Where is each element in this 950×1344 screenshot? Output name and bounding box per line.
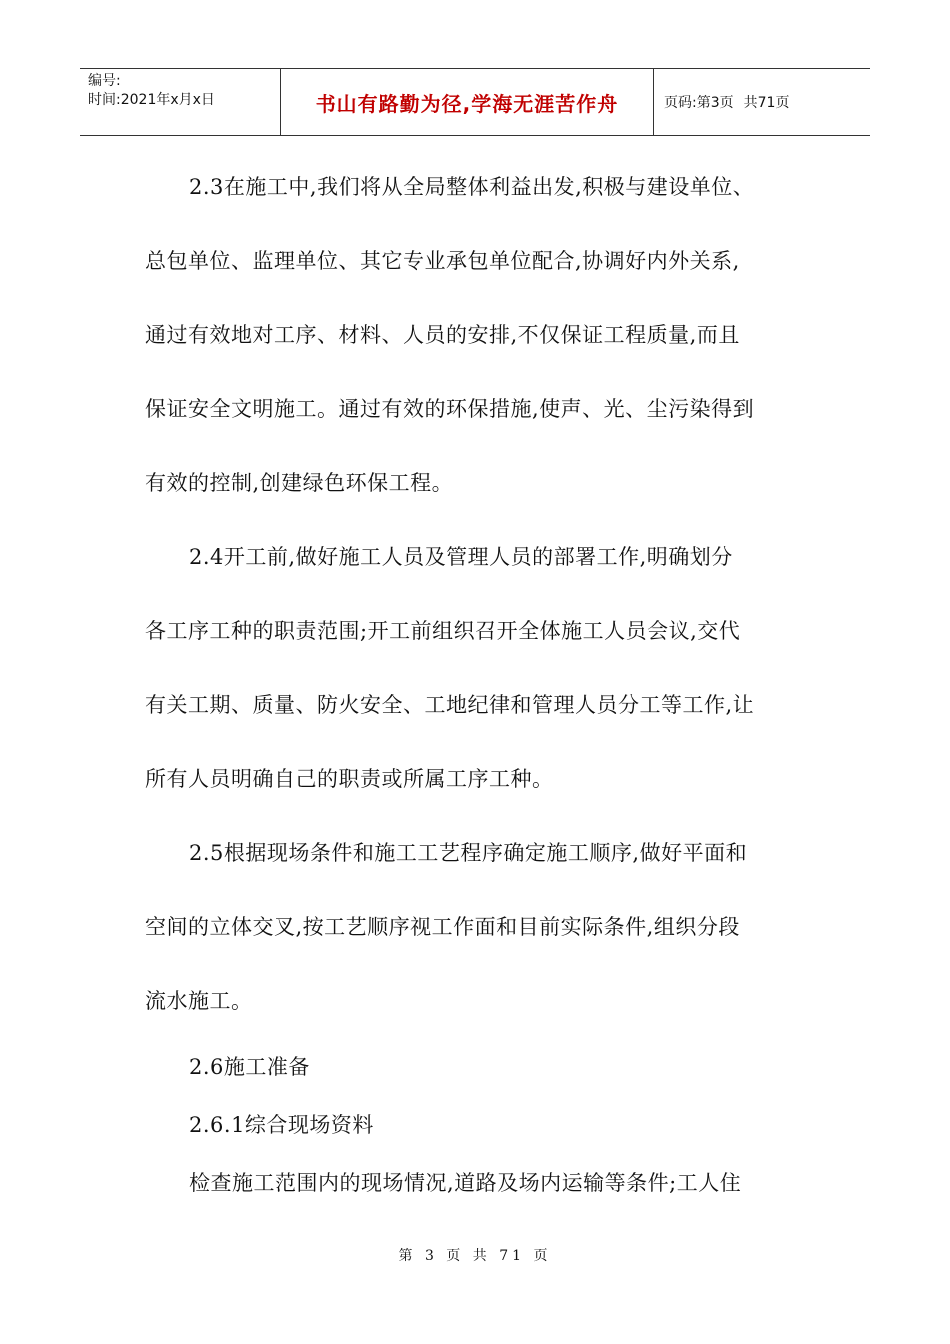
section-heading: 2.6施工准备 (189, 1055, 310, 1079)
number-label: 编号: (88, 73, 121, 89)
body-line: 检查施工范围内的现场情况,道路及场内运输等条件;工人住 (189, 1171, 742, 1195)
time-label: 时间:2021年x月x日 (88, 92, 215, 108)
body-line: 所有人员明确自己的职责或所属工序工种。 (145, 767, 554, 791)
header-motto-cell (280, 69, 654, 135)
body-line: 空间的立体交叉,按工艺顺序视工作面和目前实际条件,组织分段 (145, 915, 740, 939)
page-header (80, 68, 870, 136)
header-motto: 书山有路勤为径,学海无涯苦作舟 (315, 91, 619, 116)
page-footer: 第 3 页 共 71 页 (398, 1248, 552, 1264)
body-line: 2.5根据现场条件和施工工艺程序确定施工顺序,做好平面和 (189, 841, 748, 865)
body-line: 通过有效地对工序、材料、人员的安排,不仅保证工程质量,而且 (145, 323, 740, 347)
body-line: 2.4开工前,做好施工人员及管理人员的部署工作,明确划分 (189, 545, 733, 569)
body-line: 有关工期、质量、防火安全、工地纪律和管理人员分工等工作,让 (145, 693, 755, 717)
body-line: 总包单位、监理单位、其它专业承包单位配合,协调好内外关系, (145, 249, 740, 273)
body-line: 2.3在施工中,我们将从全局整体利益出发,积极与建设单位、 (189, 175, 755, 199)
body-line: 流水施工。 (145, 989, 253, 1013)
header-page-info (654, 69, 870, 135)
page-info-total: 共71页 (743, 95, 790, 111)
body-line: 有效的控制,创建绿色环保工程。 (145, 471, 454, 495)
header-meta (80, 69, 280, 135)
document-body (145, 150, 825, 1212)
body-line: 各工序工种的职责范围;开工前组织召开全体施工人员会议,交代 (145, 619, 741, 643)
body-line: 保证安全文明施工。通过有效的环保措施,使声、光、尘污染得到 (145, 397, 755, 421)
subsection-heading: 2.6.1综合现场资料 (189, 1113, 374, 1137)
page-info-current: 页码:第3页 (664, 95, 734, 111)
